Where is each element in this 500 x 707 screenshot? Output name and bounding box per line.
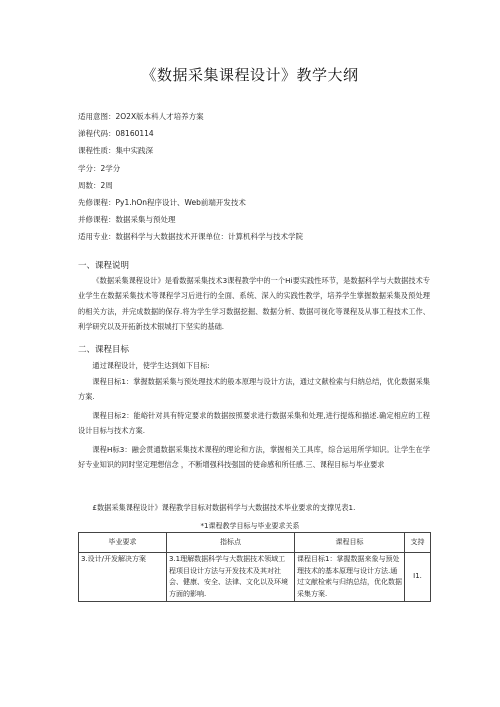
cell-requirement: 3.设计/开发解决方案 [79, 553, 167, 602]
objective-3: 课程H标3：融会贯通数据采集技术课程的理论和方法，掌握相关工具库，综合运用所学知识。让学生在学好专业知识的同时坚定理想信念 ，不断增强科技强国的使命感和所任感.三、课程目标与毕业要求 [78, 445, 430, 470]
meta-course-nature: 课程性质：集中实践深 [78, 146, 153, 156]
header-objective: 课程目标 [295, 533, 405, 553]
meta-prerequisites: 先修课程：Py1.hOn程序设计、Web前端开发技术 [78, 198, 246, 208]
section-heading-description: 一、课程说明 [78, 261, 130, 271]
meta-weeks: 周数：2周 [78, 180, 113, 190]
meta-credits: 学分：2学分 [78, 163, 121, 173]
header-support: 支持 [405, 533, 431, 553]
support-statement: £数据采集课程设计》课程教学目标对数据科学与大数据技术毕业要求的支撑见表1. [92, 503, 356, 512]
objectives-table [78, 532, 431, 602]
meta-major-unit: 适用专业：数据科学与大数据技术开课单位：计算机科学与技术学院 [78, 232, 303, 242]
objective-2: 课程目标2：能峪针对具有特定要求的数据按照要求进行数据采集和处理,进行提炼和描述.确定相应的工程设计目标与技术方案. [78, 411, 430, 436]
table-header-row [79, 533, 431, 553]
meta-applicable-plan: 适用意图：2O2X版本科人才培养方案 [78, 112, 204, 121]
cell-support: I1. [405, 553, 431, 602]
cell-objective: 课程目标1：掌握数据来象与预处理技术的基本原理与设计方法.通过文献检索与归纳总结，优化数据采集方案. [295, 553, 405, 602]
objectives-intro: 通过课程设计，使学生达到如下目标: [92, 361, 210, 370]
meta-corequisites: 并修课程：数据采集与预处理 [78, 215, 176, 225]
course-meta [78, 108, 438, 246]
cell-indicator: 3.1理解数据科学与大数据技术领域工程项目设计方法与开发技术及其对社会、健康、安全、法律、文化以及环境方面的影响. [167, 553, 295, 602]
header-requirement: 毕业要求 [79, 533, 167, 553]
document-title: 《数据采集课程设计》教学大纲 [141, 66, 359, 84]
table-caption: *1课程教学目标与毕业要求关系 [200, 522, 300, 530]
header-indicator: 指标点 [167, 533, 295, 553]
table-row [79, 553, 431, 602]
meta-course-code: 涕程代码：08160114 [78, 129, 154, 139]
section-heading-objectives: 二、课程目标 [78, 345, 130, 355]
section-description-body: 《数据采集课程设计》是看数据采集技术3课程教学中的一个Hi要实践性环节，是数据科学与大数据技术专业学生在数据采集技术等课程学习后进行的全面、系统、深入的实践性教学，培养学生掌握数据采集及预处理的相关方法，并完成数据的保存.将为学生学习数据挖掘、数据分析、数据可视化等课程及从事工程技术工作、利学研究以及开拓新技术银城打下坚实的基础. [78, 276, 430, 332]
objective-1: 课程目标1：掌握数据采集与预处理技术的般本原理与设计方法，通过文献检索与归纳总结，优化数据采集方案. [78, 377, 430, 402]
